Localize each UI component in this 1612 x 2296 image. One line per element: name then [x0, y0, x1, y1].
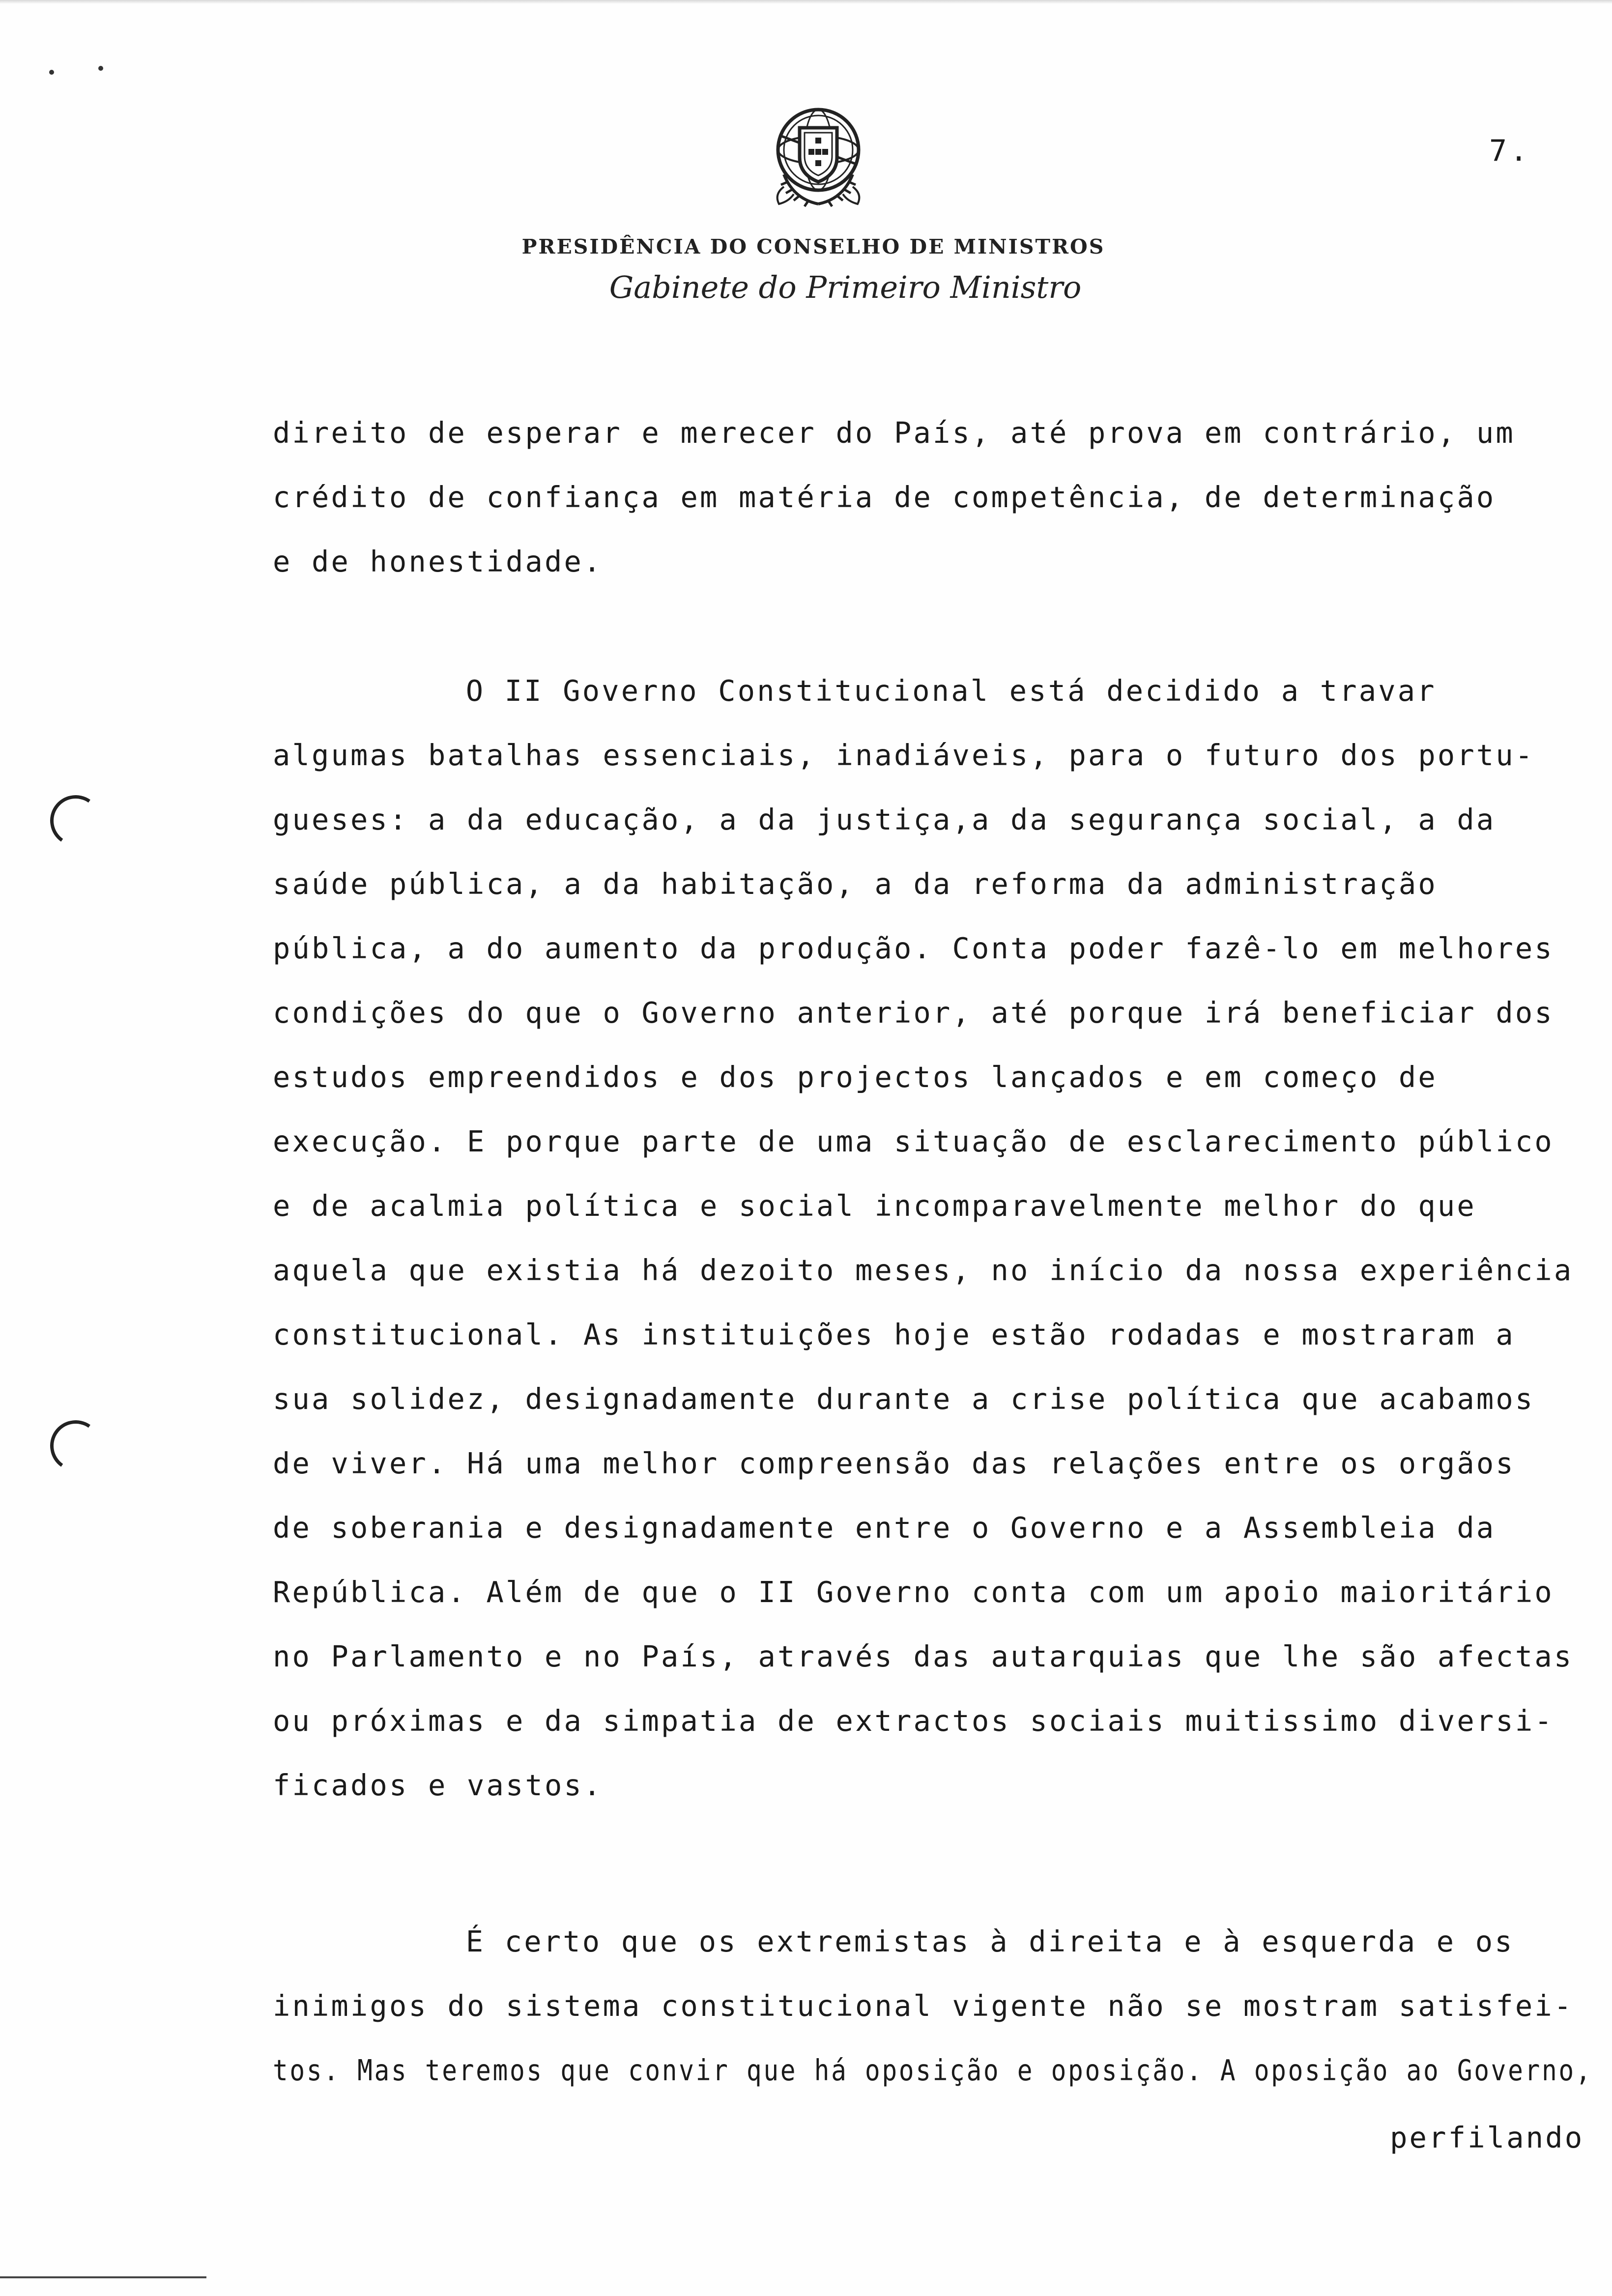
text-line: pública, a do aumento da produção. Conta poder fazê-lo em melhores — [273, 931, 1554, 965]
text-line: saúde pública, a da habitação, a da reforma da administração — [273, 867, 1438, 901]
text-line: condições do que o Governo anterior, até porque irá beneficiar dos — [273, 996, 1554, 1030]
text-line: sua solidez, designadamente durante a crise política que acabamos — [273, 1382, 1535, 1416]
text-line: e de honestidade. — [273, 545, 603, 578]
text-line: O II Governo Constitucional está decidido a travar — [465, 674, 1437, 708]
text-line: ficados e vastos. — [273, 1768, 603, 1802]
letterhead-subtitle: Gabinete do Primeiro Ministro — [609, 269, 1082, 305]
scan-speck — [98, 66, 103, 71]
text-line: e de acalmia política e social incomparavelmente melhor do que — [273, 1189, 1476, 1223]
text-line: É certo que os extremistas à direita e à esquerda e os — [465, 1924, 1514, 1958]
text-line: gueses: a da educação, a da justiça,a da segurança social, a da — [273, 803, 1496, 836]
text-line: crédito de confiança em matéria de competência, de determinação — [273, 480, 1496, 514]
text-line: de soberania e designadamente entre o Governo e a Assembleia da — [273, 1511, 1496, 1545]
paragraph — [273, 401, 1600, 594]
paragraph — [273, 1909, 1600, 2102]
scan-edge-artifact — [0, 0, 1612, 4]
text-line: direito de esperar e merecer do País, até prova em contrário, um — [273, 416, 1515, 450]
text-line: execução. E porque parte de uma situação de esclarecimento público — [273, 1124, 1554, 1158]
letterhead-title: PRESIDÊNCIA DO CONSELHO DE MINISTROS — [521, 235, 1105, 258]
scan-edge-artifact — [0, 2276, 206, 2278]
punch-hole-mark — [46, 791, 105, 850]
text-line: ou próximas e da simpatia de extractos sociais muitissimo diversi- — [273, 1704, 1554, 1738]
paragraph — [273, 659, 1600, 1817]
text-line: República. Além de que o II Governo conta com um apoio maioritário — [273, 1575, 1554, 1609]
text-line: aquela que existia há dezoito meses, no início da nossa experiência — [273, 1253, 1574, 1287]
coat-of-arms-seal-icon — [764, 101, 872, 214]
text-line: algumas batalhas essenciais, inadiáveis, para o futuro dos portu- — [273, 738, 1535, 772]
text-line: estudos empreendidos e dos projectos lançados e em começo de — [273, 1060, 1438, 1094]
scan-speck — [49, 70, 54, 75]
text-line: no Parlamento e no País, através das autarquias que lhe são afectas — [273, 1639, 1574, 1673]
text-line: inimigos do sistema constitucional vigente não se mostram satisfei- — [273, 1989, 1574, 2023]
page-number: 7. — [1489, 134, 1531, 168]
punch-hole-mark — [46, 1416, 105, 1475]
catchword: perfilando — [1390, 2121, 1584, 2154]
text-line: constitucional. As instituições hoje estão rodadas e mostraram a — [273, 1318, 1515, 1351]
text-line: de viver. Há uma melhor compreensão das relações entre os orgãos — [273, 1446, 1515, 1480]
text-line: tos. Mas teremos que convir que há oposição e oposição. A oposição ao Governo, — [273, 2053, 1593, 2087]
